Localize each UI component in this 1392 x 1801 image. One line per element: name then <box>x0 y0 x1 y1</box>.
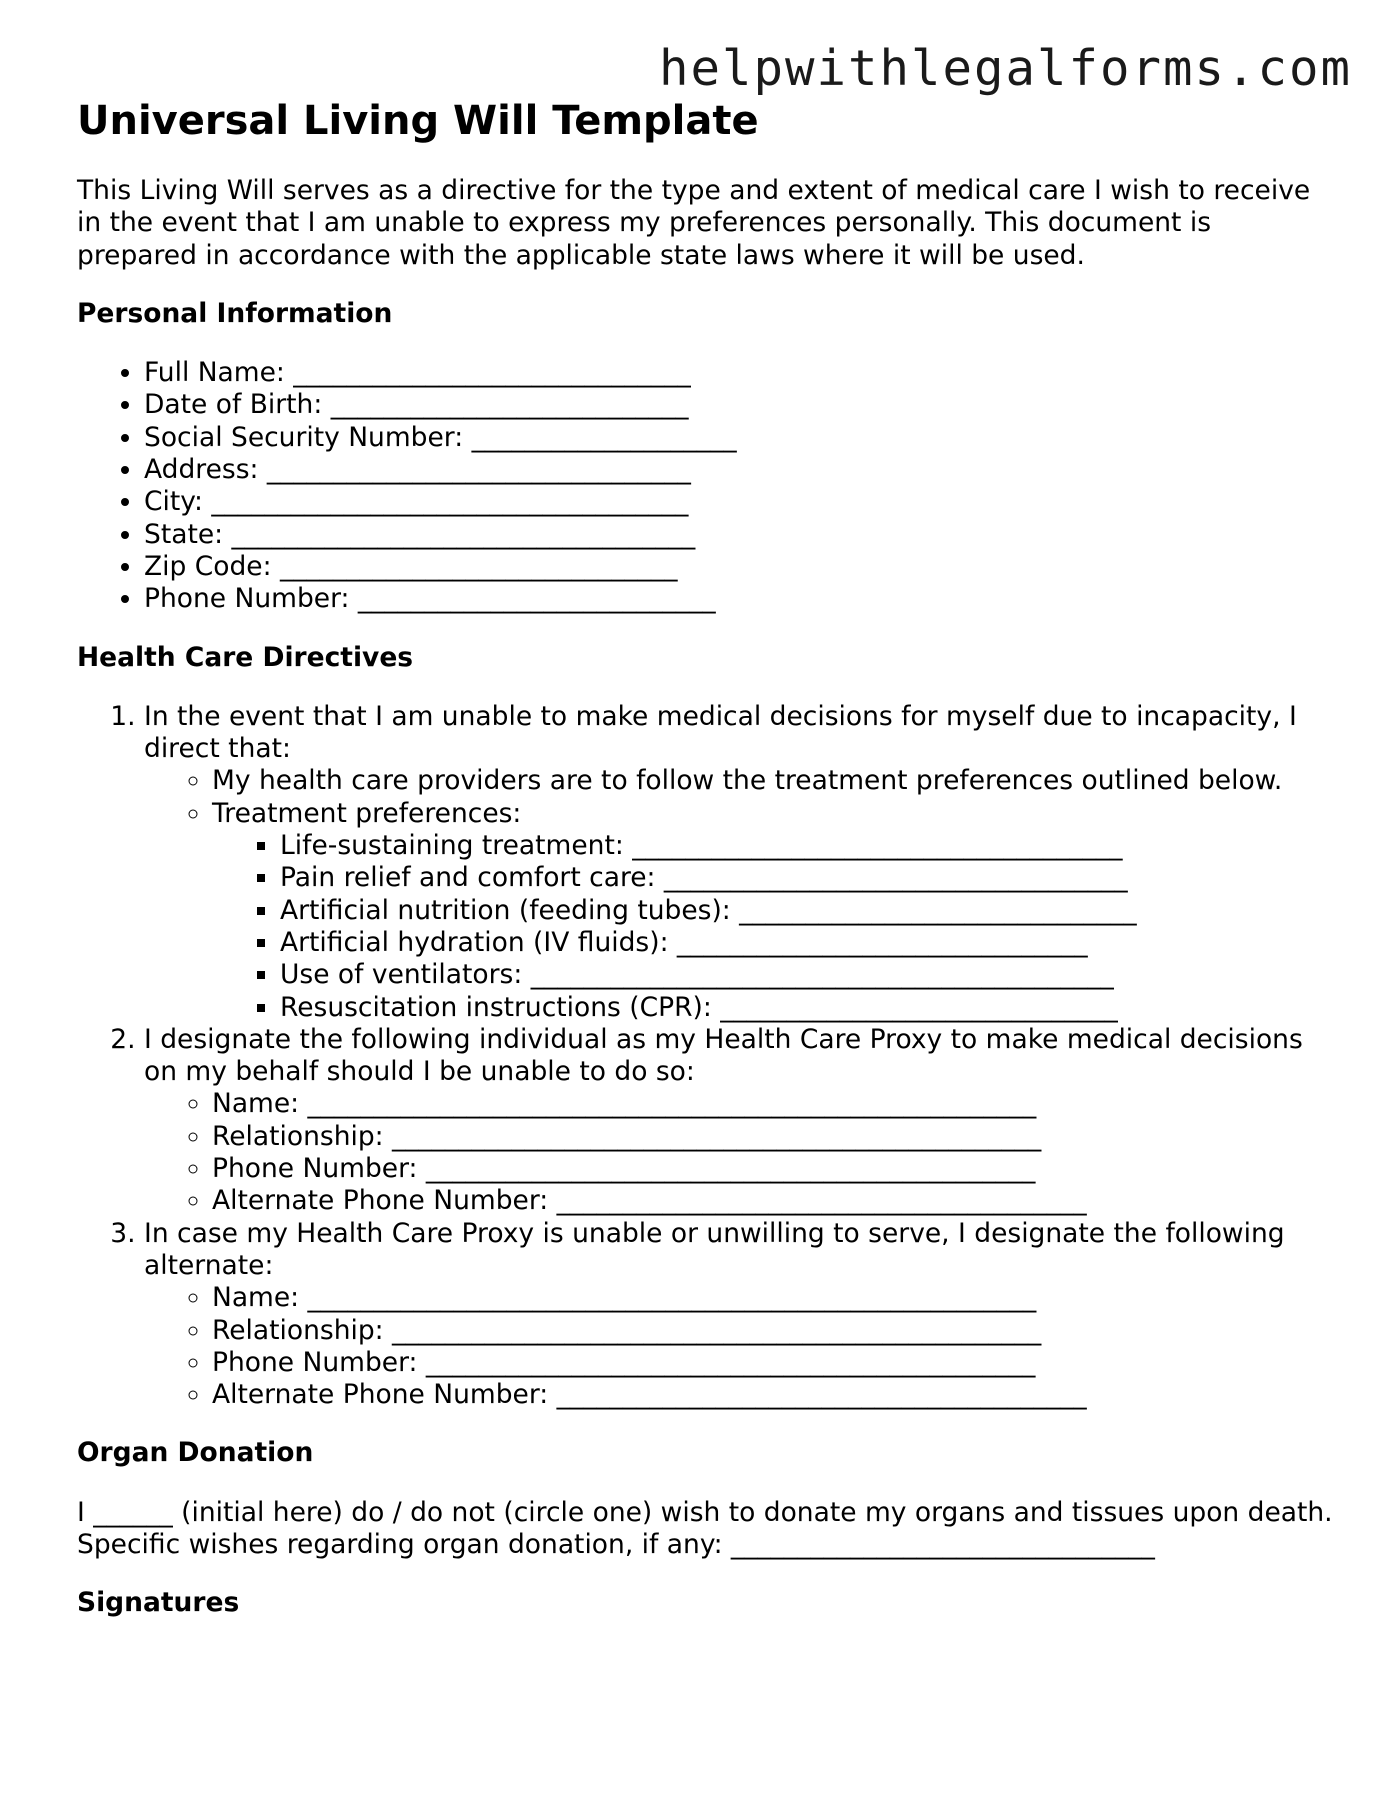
organ-donation-text[interactable]: I ______ (initial here) do / do not (circle one) wish to donate my organs and tissues upon death. Specific wishes regarding organ donation, if any: ________________________________ <box>77 1496 1333 1560</box>
intro-paragraph: This Living Will serves as a directive for the type and extent of medical care I wish to receive in the event that I am unable to express my preferences personally. This document is prepared in accordance with the applicable state laws where it will be used. <box>77 175 1311 271</box>
alternate-relationship-field[interactable]: ◦ Relationship: _________________________________________________ <box>212 1315 1337 1347</box>
treatment-preferences-list <box>212 830 1337 1024</box>
proxy-fields-list <box>144 1088 1337 1217</box>
treatment-preferences <box>212 798 1337 1024</box>
pref-ventilators[interactable]: ▪ Use of ventilators: ____________________________________________ <box>280 959 1337 991</box>
field-city[interactable]: • City: ____________________________________ <box>144 486 1337 518</box>
pref-resuscitation[interactable]: ▪ Resuscitation instructions (CPR): ______________________________ <box>280 992 1337 1024</box>
field-address[interactable]: • Address: ________________________________ <box>144 454 1337 486</box>
field-full-name[interactable]: • Full Name: ______________________________ <box>144 357 1337 389</box>
alternate-phone-field[interactable]: ◦ Phone Number: ______________________________________________ <box>212 1347 1337 1379</box>
pref-artificial-nutrition[interactable]: ▪ Artificial nutrition (feeding tubes): ______________________________ <box>280 895 1337 927</box>
personal-information-heading: Personal Information <box>77 297 393 329</box>
health-care-directives-list <box>77 701 1337 1412</box>
directive-item-2 <box>144 1024 1337 1218</box>
proxy-name-field[interactable]: ◦ Name: _______________________________________________________ <box>212 1088 1337 1120</box>
field-zip-code[interactable]: • Zip Code: ______________________________ <box>144 551 1337 583</box>
signatures-heading: Signatures <box>77 1587 240 1619</box>
directive-item-1-text: In the event that I am unable to make medical decisions for myself due to incapacity, I direct that: <box>144 700 1297 765</box>
directive-item-3-text: In case my Health Care Proxy is unable or unwilling to serve, I designate the following alternate: <box>144 1217 1285 1281</box>
directive-item-1-sublist <box>144 765 1337 1023</box>
personal-information-list <box>77 357 1337 615</box>
pref-pain-relief[interactable]: ▪ Pain relief and comfort care: ___________________________________ <box>280 862 1337 894</box>
watermark: helpwithlegalforms.com <box>658 40 1352 97</box>
treatment-preferences-label: Treatment preferences: <box>212 797 522 829</box>
document-body <box>77 92 1337 1620</box>
field-date-of-birth[interactable]: • Date of Birth: ___________________________ <box>144 389 1337 421</box>
organ-donation-heading: Organ Donation <box>77 1437 314 1469</box>
health-care-directives-heading: Health Care Directives <box>77 641 414 673</box>
alternate-proxy-fields-list <box>144 1282 1337 1411</box>
field-phone-number[interactable]: • Phone Number: ___________________________ <box>144 583 1337 615</box>
directive-item-1 <box>144 701 1337 1024</box>
field-ssn[interactable]: • Social Security Number: ____________________ <box>144 422 1337 454</box>
proxy-alt-phone-field[interactable]: ◦ Alternate Phone Number: ________________________________________ <box>212 1185 1337 1217</box>
pref-life-sustaining[interactable]: ▪ Life-sustaining treatment: _____________________________________ <box>280 830 1337 862</box>
proxy-phone-field[interactable]: ◦ Phone Number: ______________________________________________ <box>212 1153 1337 1185</box>
directive-follow-preferences: ◦ My health care providers are to follow the treatment preferences outlined below. <box>212 765 1337 797</box>
directive-item-2-text: I designate the following individual as my Health Care Proxy to make medical decisions on my behalf should I be unable to do so: <box>144 1023 1303 1088</box>
directive-item-3 <box>144 1218 1337 1412</box>
pref-artificial-hydration[interactable]: ▪ Artificial hydration (IV fluids): _______________________________ <box>280 927 1337 959</box>
alternate-alt-phone-field[interactable]: ◦ Alternate Phone Number: ________________________________________ <box>212 1379 1337 1411</box>
page-title: Universal Living Will Template <box>77 98 759 144</box>
alternate-name-field[interactable]: ◦ Name: _______________________________________________________ <box>212 1282 1337 1314</box>
proxy-relationship-field[interactable]: ◦ Relationship: _________________________________________________ <box>212 1121 1337 1153</box>
field-state[interactable]: • State: ___________________________________ <box>144 519 1337 551</box>
